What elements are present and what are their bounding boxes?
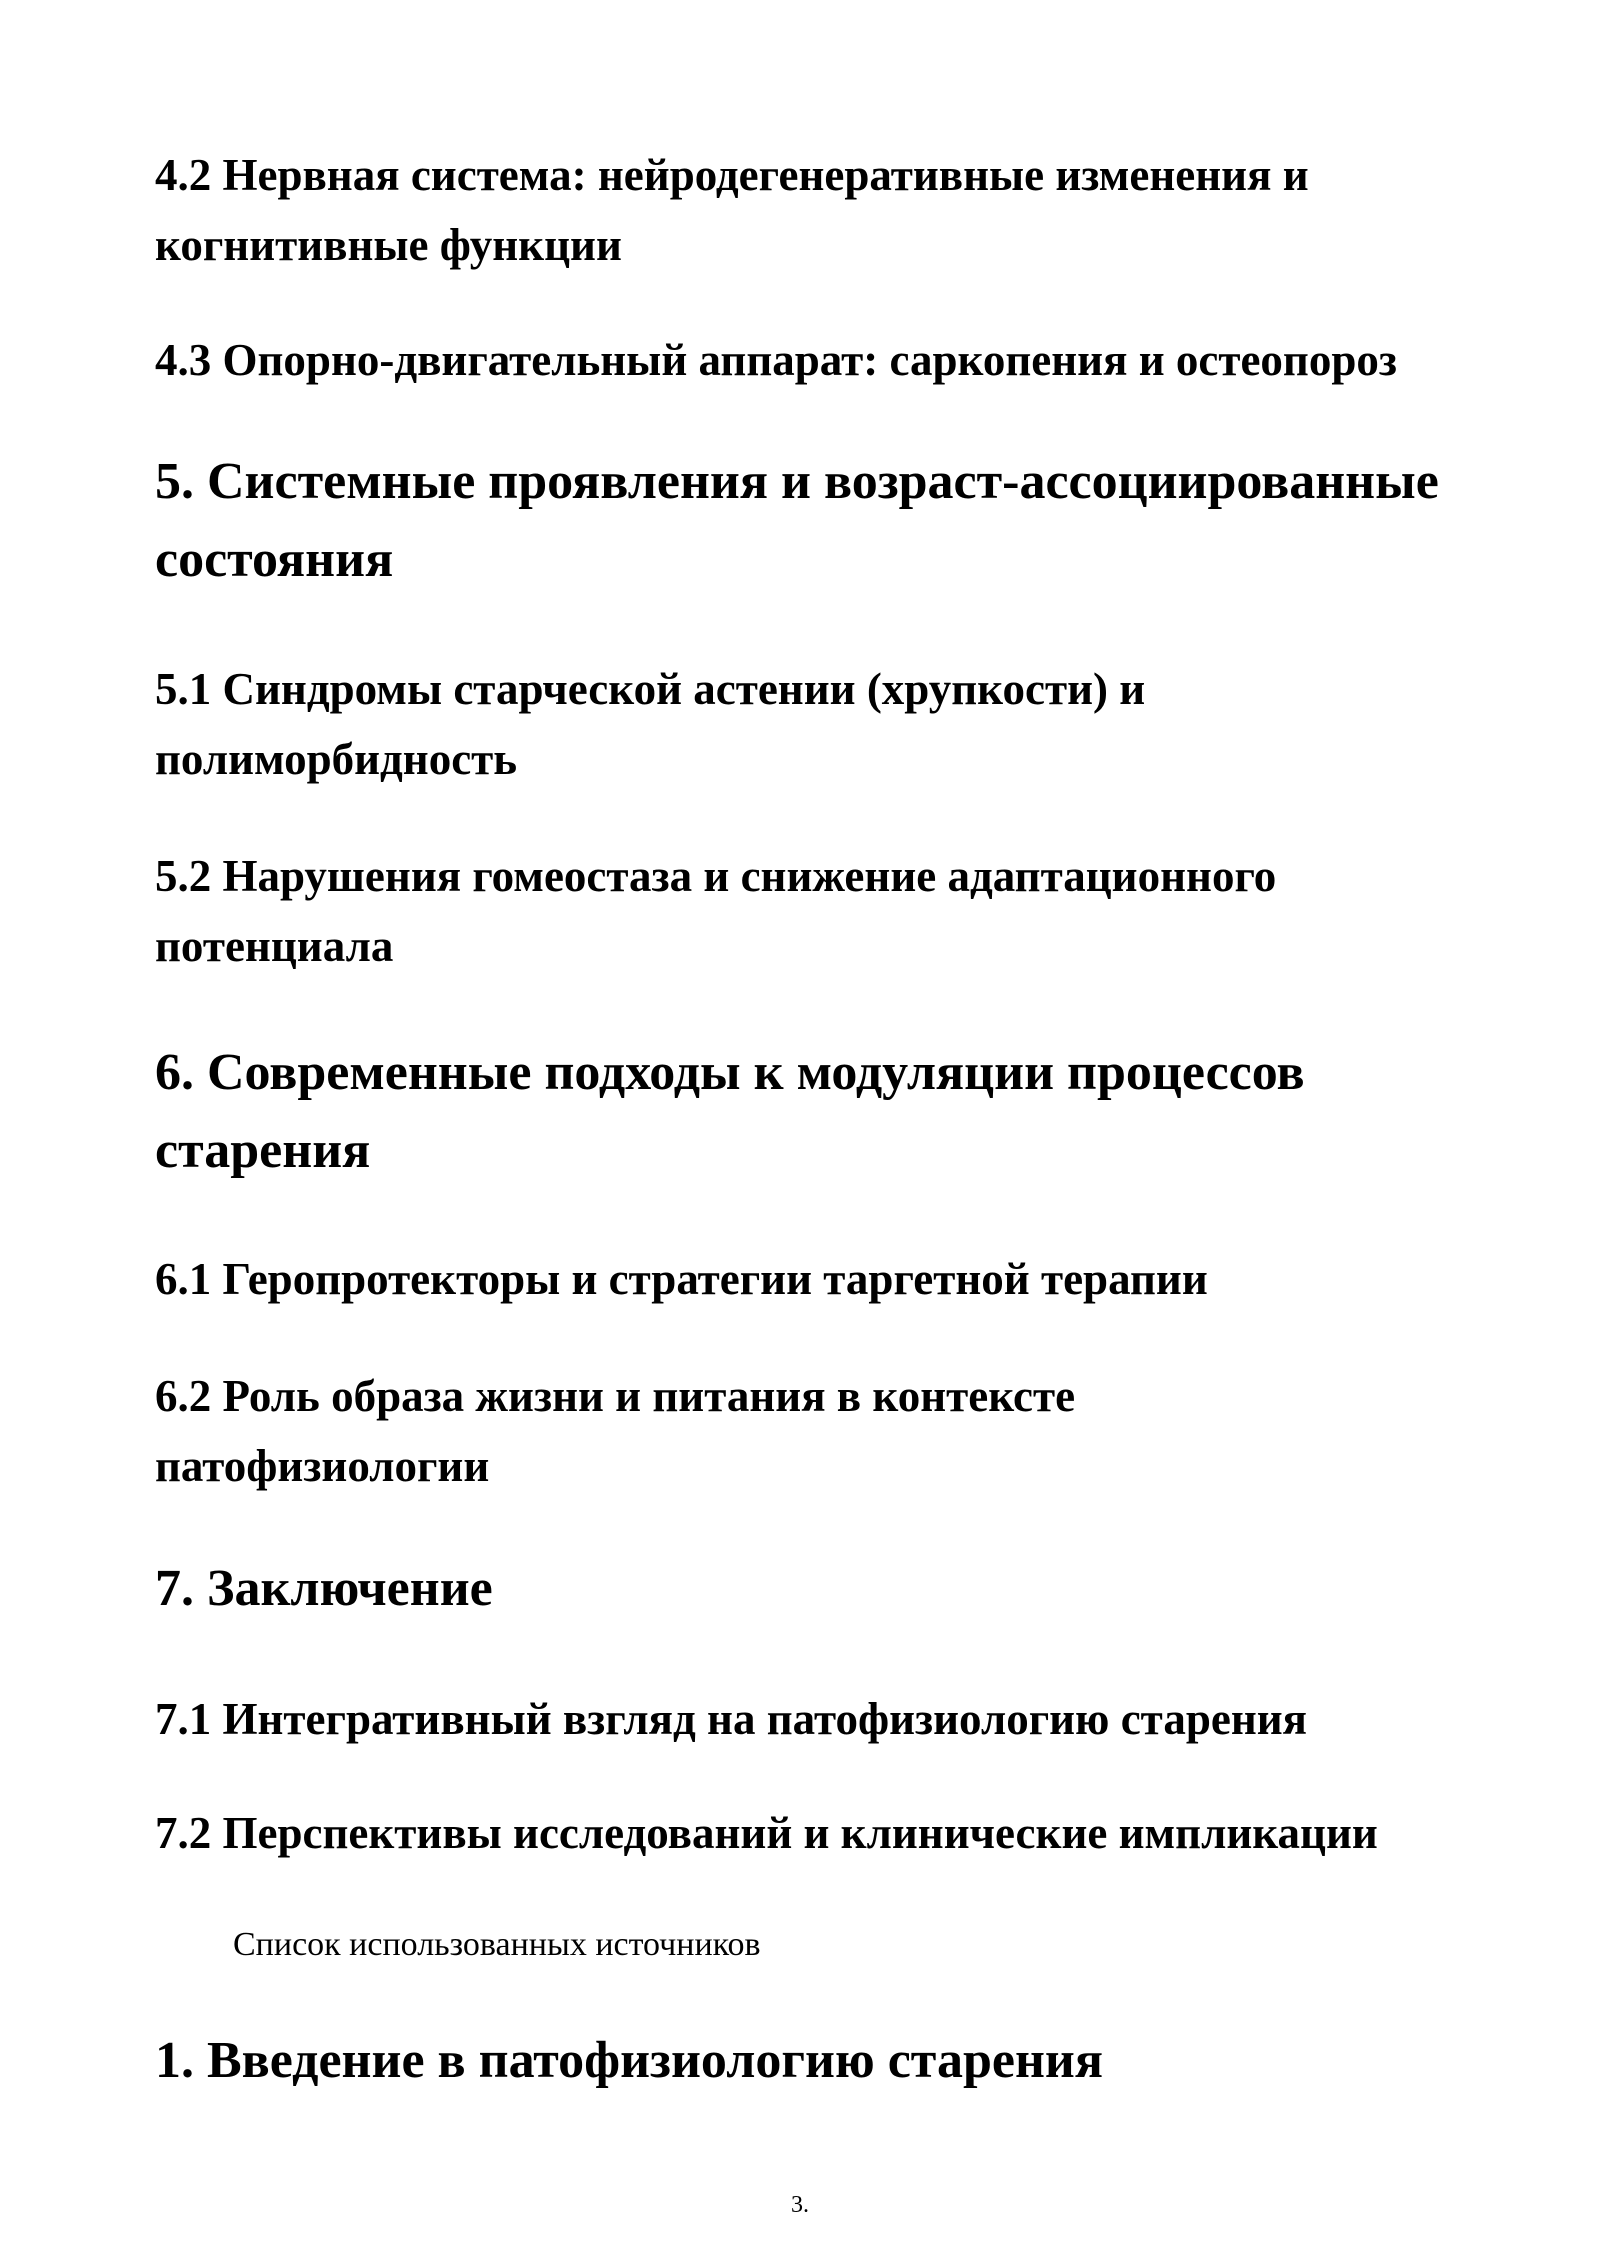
toc-heading-5: 5. Системные проявления и возраст-ассоциированные [155, 453, 1439, 510]
toc-entry-5-2: 5.2 Нарушения гомеостаза и снижение адаптационного [155, 851, 1277, 901]
toc-heading-6-cont: старения [155, 1122, 371, 1179]
toc-heading-5-cont: состояния [155, 531, 394, 588]
toc-entry-5-1-cont: полиморбидность [155, 734, 518, 784]
toc-entry-4-2-cont: когнитивные функции [155, 220, 622, 270]
toc-entry-7-2: 7.2 Перспективы исследований и клинические импликации [155, 1808, 1378, 1858]
toc-entry-sources: Список использованных источников [233, 1926, 761, 1963]
section-heading-1: 1. Введение в патофизиологию старения [155, 2032, 1104, 2089]
page-number: 3. [791, 2192, 809, 2218]
toc-entry-7-1: 7.1 Интегративный взгляд на патофизиологию старения [155, 1694, 1308, 1744]
toc-entry-5-2-cont: потенциала [155, 921, 394, 971]
toc-entry-6-2: 6.2 Роль образа жизни и питания в контексте [155, 1371, 1076, 1421]
toc-entry-6-1: 6.1 Геропротекторы и стратегии таргетной терапии [155, 1254, 1208, 1304]
toc-entry-6-2-cont: патофизиологии [155, 1441, 490, 1491]
toc-heading-7: 7. Заключение [155, 1560, 493, 1617]
toc-entry-4-3: 4.3 Опорно-двигательный аппарат: саркопения и остеопороз [155, 335, 1397, 385]
toc-entry-5-1: 5.1 Синдромы старческой астении (хрупкости) и [155, 664, 1146, 714]
toc-heading-6: 6. Современные подходы к модуляции процессов [155, 1044, 1305, 1101]
toc-entry-4-2: 4.2 Нервная система: нейродегенеративные изменения и [155, 150, 1309, 200]
